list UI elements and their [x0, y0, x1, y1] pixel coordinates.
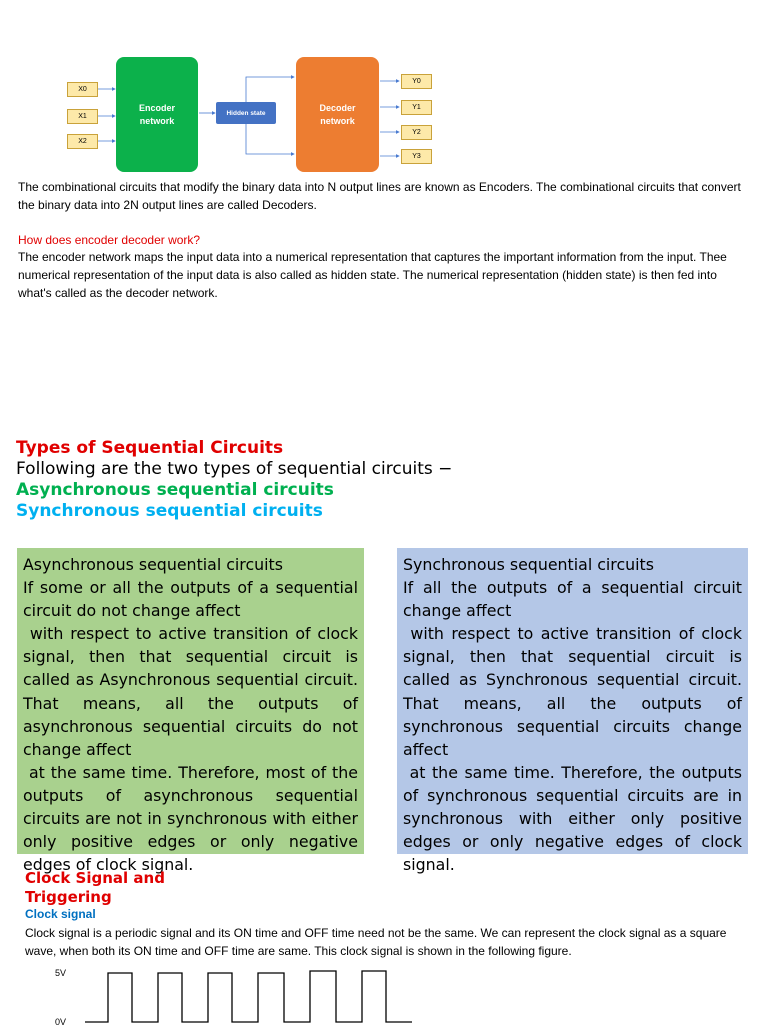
async-title: Asynchronous sequential circuits [16, 480, 334, 500]
clock-subheading: Clock signal [25, 907, 96, 921]
clock-high-label: 5V [55, 968, 67, 978]
sync-box-text-2: with respect to active transition of clock signal, then that sequential circuit is called as Synchronous sequential circuit. That means, all the outputs of synchronous sequential circuits change affect [403, 624, 748, 759]
encoder-label-line2: network [139, 115, 175, 126]
output-box-y0: Y0 [401, 74, 432, 89]
clock-heading-line2: Triggering [25, 888, 112, 906]
decoder-label-line2: network [320, 115, 355, 126]
async-box-title: Asynchronous sequential circuits [23, 555, 283, 574]
sync-description-box [397, 548, 748, 875]
sync-box-text-1: If all the outputs of a sequential circuit change affect [403, 578, 742, 621]
decoder-network-block [296, 57, 379, 172]
question-heading: How does encoder decoder work? [18, 233, 201, 247]
clock-heading [25, 869, 165, 907]
async-box-text-1: If some or all the outputs of a sequential circuit do not change affect [23, 578, 358, 621]
decoder-label-line1: Decoder [319, 102, 356, 113]
types-heading: Types of Sequential Circuits [16, 438, 284, 458]
clock-heading-line1: Clock Signal and [25, 869, 165, 887]
types-intro: Following are the two types of sequential circuits − [16, 459, 453, 479]
encoder-label-line1: Encoder [138, 102, 175, 113]
clock-waveform [0, 960, 768, 1024]
hidden-state-block: Hidden state [216, 102, 276, 124]
async-description-box [17, 548, 364, 875]
input-box-x0: X0 [67, 82, 98, 97]
input-box-x2: X2 [67, 134, 98, 149]
sync-box-text-3: at the same time. Therefore, the outputs of synchronous sequential circuits are in synchronous with either only positive edges or only negative edges of clock signal. [403, 762, 748, 875]
output-box-y1: Y1 [401, 100, 432, 115]
encoder-network-block [116, 57, 198, 172]
sync-box-title: Synchronous sequential circuits [403, 555, 654, 574]
async-box-text-2: with respect to active transition of clock signal, then that sequential circuit is called as Asynchronous sequential circuit. That means, all the outputs of asynchronous sequential circuits do not change affect [23, 624, 364, 759]
answer-paragraph: The encoder network maps the input data into a numerical representation that captures the important information from the input. Thee numerical representation of the input data is also called as hidden state. The numerical representation (hidden state) is then fed into what's called as the decoder network. [18, 250, 727, 300]
square-wave-line [85, 971, 412, 1022]
input-box-x1: X1 [67, 109, 98, 124]
output-box-y3: Y3 [401, 149, 432, 164]
clock-paragraph: Clock signal is a periodic signal and its ON time and OFF time need not be the same. We can represent the clock signal as a square wave, when both its ON time and OFF time are same. This clock signal is shown in the following figure. [25, 926, 727, 958]
async-box-text-3: at the same time. Therefore, most of the outputs of asynchronous sequential circuits are not in synchronous with either only positive edges or only negative edges of clock signal. [23, 762, 364, 875]
sync-title: Synchronous sequential circuits [16, 501, 323, 521]
clock-low-label: 0V [55, 1017, 67, 1027]
output-box-y2: Y2 [401, 125, 432, 140]
intro-paragraph: The combinational circuits that modify the binary data into N output lines are known as Encoders. The combinational circuits that convert the binary data into 2N output lines are called Decoders. [18, 180, 741, 212]
